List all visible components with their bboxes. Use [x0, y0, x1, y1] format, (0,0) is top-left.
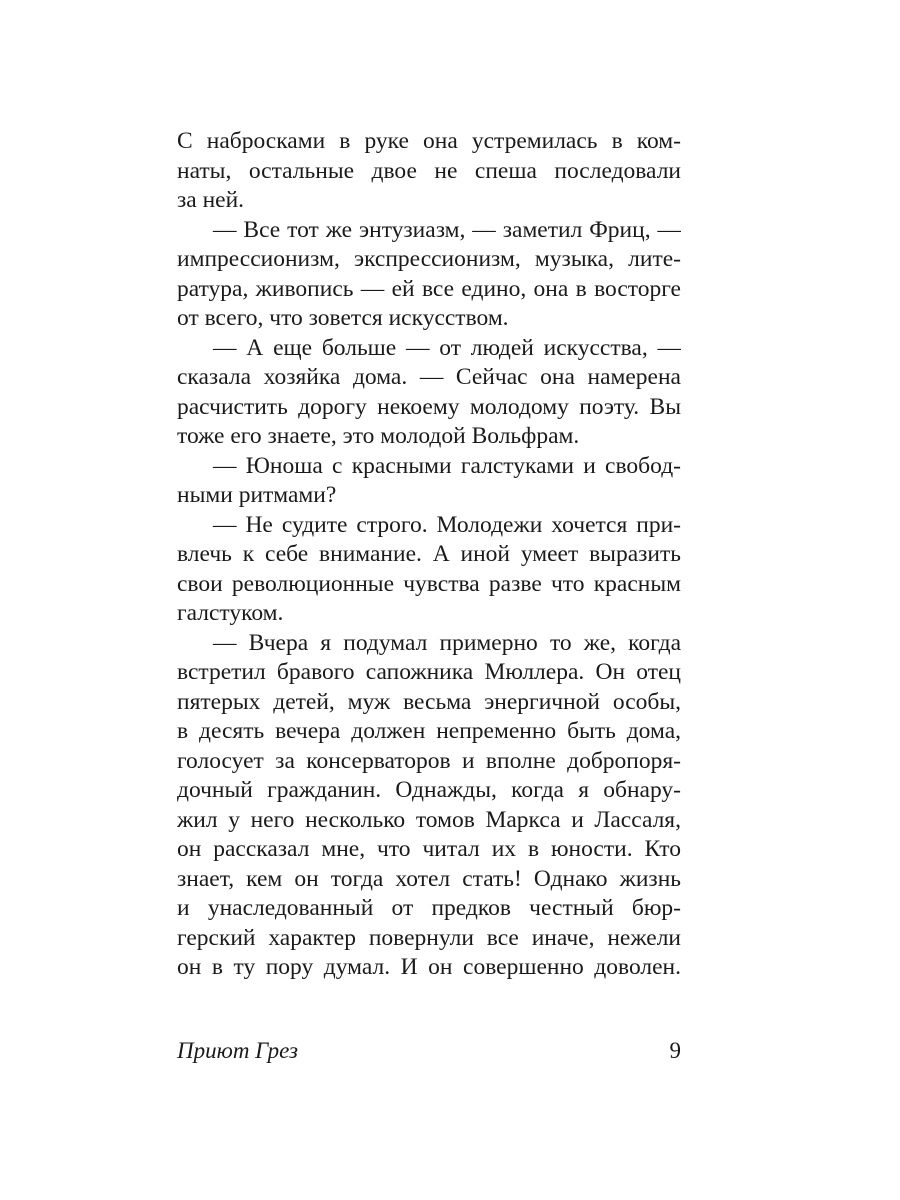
- text-line: он рассказал мне, что читал их в юности. Кто: [177, 836, 681, 862]
- text-line: жил у него несколько томов Маркса и Лассаля,: [177, 806, 681, 833]
- text-line: — А еще больше — от людей искусства, —: [213, 334, 681, 361]
- running-footer-title: Приют Грез: [177, 1038, 299, 1063]
- page-number: 9: [669, 1038, 681, 1063]
- text-line: — Вчера я подумал примерно то же, когда: [213, 629, 681, 656]
- text-line: знает, кем он тогда хотел стать! Однако жизнь: [177, 865, 681, 892]
- body-text: [177, 127, 681, 983]
- text-line: наты, остальные двое не спеша последовали: [177, 157, 681, 184]
- text-line: расчистить дорогу некоему молодому поэту. Вы: [177, 393, 681, 420]
- text-line: пятерых детей, муж весьма энергичной особы,: [177, 688, 681, 715]
- text-line: свои революционные чувства разве что красным: [177, 570, 681, 597]
- text-line: от всего, что зовется искусством.: [177, 305, 509, 331]
- text-line: встретил бравого сапожника Мюллера. Он отец: [177, 659, 681, 685]
- text-line: и унаследованный от предков честный бюр-: [177, 895, 681, 921]
- text-line: — Не судите строго. Молодежи хочется при-: [213, 511, 681, 538]
- text-line: он в ту пору думал. И он совершенно доволен.: [177, 954, 681, 980]
- text-line: голосует за консерваторов и вполне добропоря-: [177, 747, 681, 774]
- text-line: галстуком.: [177, 600, 284, 626]
- text-line: сказала хозяйка дома. — Сейчас она намерена: [177, 364, 681, 390]
- text-line: влечь к себе внимание. А иной умеет выразить: [177, 541, 681, 567]
- text-line: тоже его знаете, это молодой Вольфрам.: [177, 423, 580, 449]
- text-line: герский характер повернули все иначе, нежели: [177, 924, 681, 951]
- text-line: импрессионизм, экспрессионизм, музыка, лите-: [177, 246, 681, 272]
- text-line: — Юноша с красными галстуками и свобод-: [213, 452, 681, 479]
- text-line: дочный гражданин. Однажды, когда я обнару-: [177, 777, 681, 803]
- text-line: С набросками в руке она устремилась в ком-: [177, 128, 681, 154]
- text-line: в десять вечера должен непременно быть дома,: [177, 718, 681, 744]
- text-line: ными ритмами?: [177, 482, 337, 508]
- text-line: за ней.: [177, 187, 245, 213]
- text-line: ратура, живопись — ей все едино, она в восторге: [177, 275, 681, 302]
- text-line: — Все тот же энтузиазм, — заметил Фриц, —: [213, 216, 681, 243]
